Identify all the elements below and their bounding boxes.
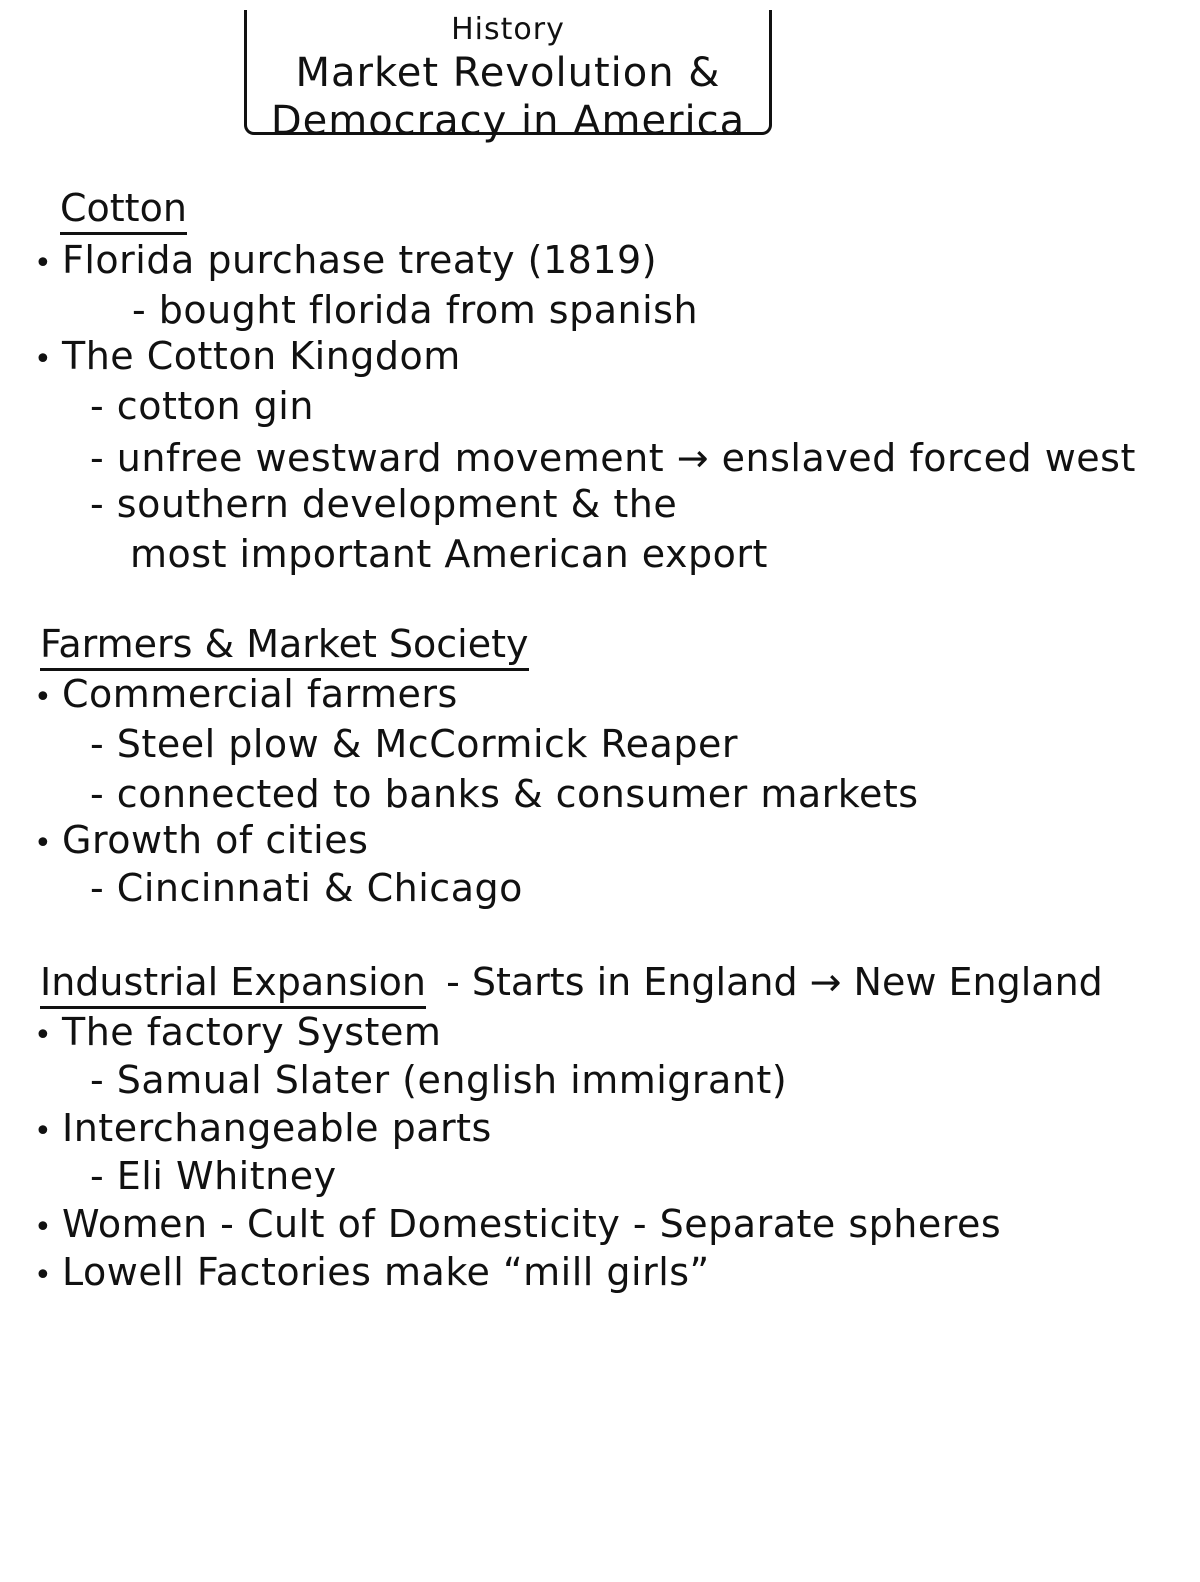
list-subitem: - Eli Whitney	[90, 1154, 337, 1198]
list-item: • Florida purchase treaty (1819)	[34, 238, 657, 282]
title-line-1: Market Revolution &	[295, 50, 721, 96]
list-subitem: - connected to banks & consumer markets	[90, 772, 919, 816]
list-item: • The Cotton Kingdom	[34, 334, 461, 378]
list-subitem: - Cincinnati & Chicago	[90, 866, 523, 910]
list-item: • Interchangeable parts	[34, 1106, 492, 1150]
list-subitem: - bought florida from spanish	[132, 288, 698, 332]
list-item: • The factory System	[34, 1010, 441, 1054]
heading-text: Industrial Expansion	[40, 960, 426, 1009]
list-item: • Growth of cities	[34, 818, 368, 862]
title-line-2: Democracy in America	[270, 98, 746, 144]
section-heading-cotton	[60, 186, 187, 232]
section-heading-industrial	[40, 960, 1103, 1006]
list-item: • Lowell Factories make “mill girls”	[34, 1250, 710, 1294]
title-box	[244, 10, 772, 144]
list-item: • Women - Cult of Domesticity - Separate spheres	[34, 1202, 1001, 1246]
list-subitem: - southern development & the	[90, 482, 677, 526]
heading-note: - Starts in England → New England	[446, 960, 1103, 1004]
list-item: • Commercial farmers	[34, 672, 458, 716]
list-subitem: - Steel plow & McCormick Reaper	[90, 722, 738, 766]
list-subitem: - cotton gin	[90, 384, 314, 428]
section-heading-farmers	[40, 622, 529, 668]
subject-label: History	[451, 12, 565, 47]
list-subitem: - Samual Slater (english immigrant)	[90, 1058, 787, 1102]
heading-text: Cotton	[60, 186, 187, 235]
heading-text: Farmers & Market Society	[40, 622, 529, 671]
list-subitem-continued: most important American export	[130, 532, 768, 576]
list-subitem: - unfree westward movement → enslaved forced west	[90, 436, 1136, 480]
